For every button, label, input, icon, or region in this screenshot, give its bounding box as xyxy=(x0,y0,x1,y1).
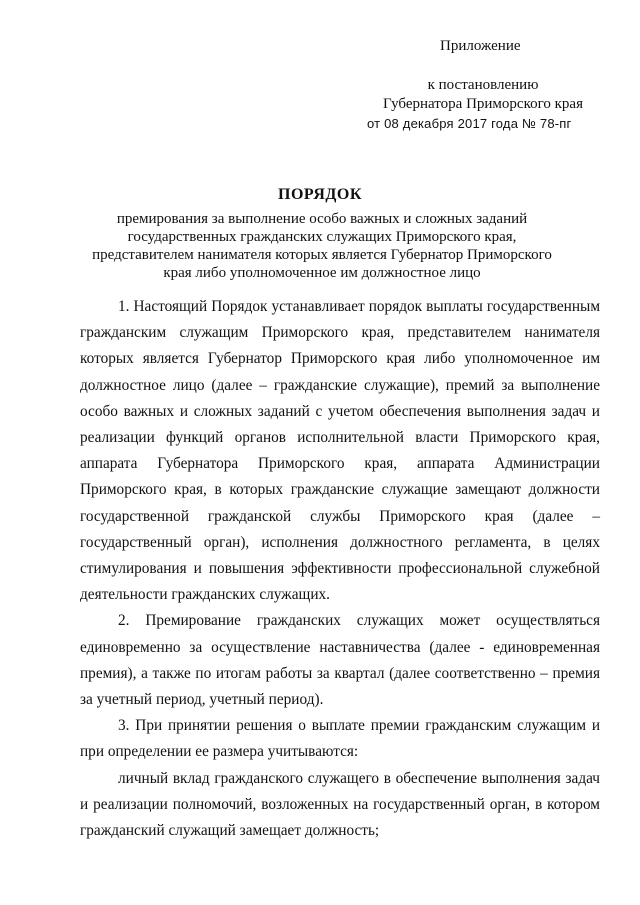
document-subtitle: премирования за выполнение особо важных и сложных заданий государственных гражданских служащих Приморского края, представителем нанимателя которых является Губернатор Приморского края либо уполномоченное им должностное лицо xyxy=(92,211,552,281)
resolution-line-2: Губернатора Приморского края xyxy=(383,96,583,112)
resolution-date-stamp: от 08 декабря 2017 года № 78-пг xyxy=(367,116,572,131)
paragraph-3: 3. При принятии решения о выплате премии гражданским служащим и при определении ее размера учитываются: xyxy=(80,717,600,761)
annex-label: Приложение xyxy=(440,38,521,54)
resolution-reference xyxy=(363,76,603,133)
document-title: ПОРЯДОК xyxy=(278,186,362,203)
paragraph-1: 1. Настоящий Порядок устанавливает порядок выплаты государственным гражданским служащим Приморского края, представителем нанимателя которых является Губернатор Приморского края либо уполномоченное им должностное лицо (далее – гражданские служащие), премий за выполнение особо важных и сложных заданий с учетом обеспечения выполнения задач и реализации функций органов исполнительной власти Приморского края, аппарата Губернатора Приморского края, аппарата Администрации Приморского края, в которых гражданские служащие замещают должности государственной гражданской службы Приморского края (далее – государственный орган), исполнения должностного регламента, в целях стимулирования и повышения эффективности профессиональной служебной деятельности гражданских служащих. xyxy=(80,298,600,604)
paragraph-3-item-1: личный вклад гражданского служащего в обеспечение выполнения задач и реализации полномочий, возложенных на государственный орган, в котором гражданский служащий замещает должность; xyxy=(80,769,600,840)
document-body xyxy=(80,294,600,844)
paragraph-2: 2. Премирование гражданских служащих может осуществляться единовременно за осуществление наставничества (далее - единовременная премия), а также по итогам работы за квартал (далее соответственно – премия за учетный период, учетный период). xyxy=(80,612,600,709)
resolution-line-1: к постановлению xyxy=(427,77,539,93)
